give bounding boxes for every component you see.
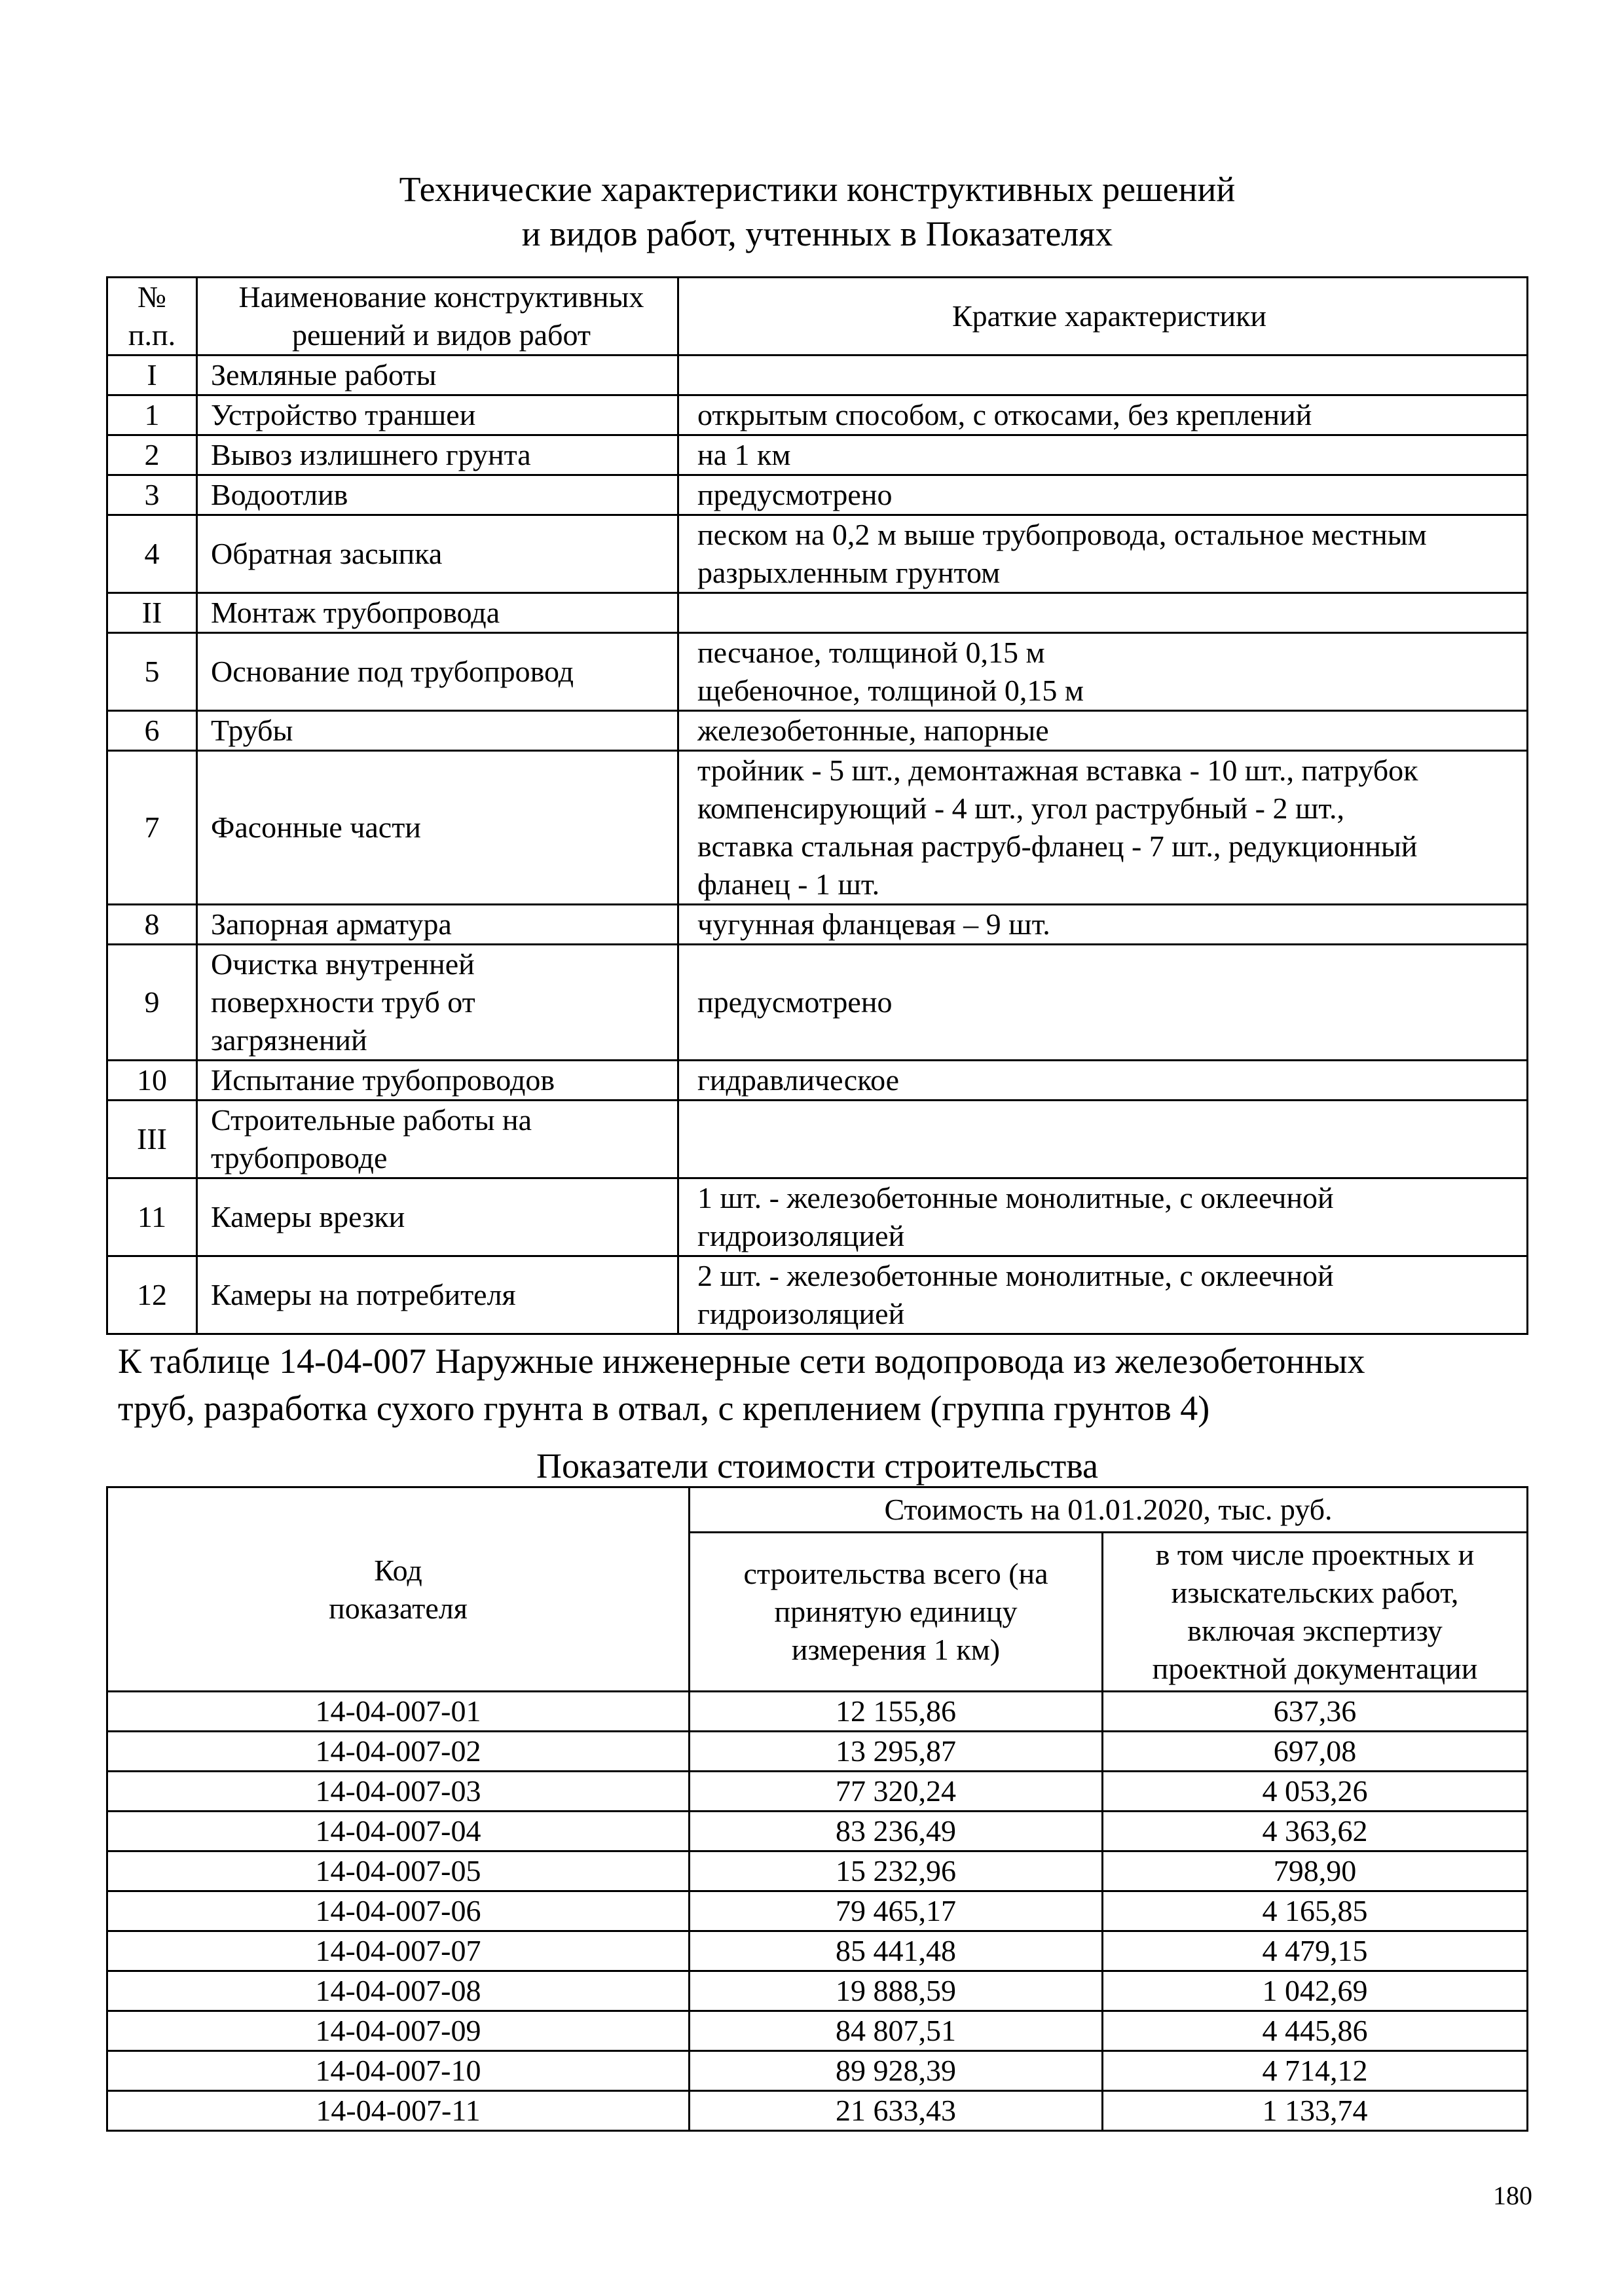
- indicator-code: 14-04-007-04: [107, 1812, 690, 1851]
- row-number: 5: [107, 633, 197, 711]
- row-characteristics: 1 шт. - железобетонные монолитные, с оклеечной гидроизоляцией: [678, 1178, 1528, 1256]
- tech-table-row: [107, 633, 1528, 711]
- header-code: Код показателя: [107, 1487, 690, 1692]
- cost-table-row: [107, 2091, 1528, 2131]
- tech-table-row: [107, 475, 1528, 515]
- table-reference-paragraph: [118, 1338, 1519, 1432]
- cost-table-body: [107, 1692, 1528, 2131]
- indicator-code: 14-04-007-06: [107, 1891, 690, 1931]
- cost-design: 637,36: [1103, 1692, 1528, 1732]
- header-design: в том числе проектных и изыскательских работ, включая экспертизу проектной документации: [1103, 1533, 1528, 1692]
- cost-table-row: [107, 1692, 1528, 1732]
- row-work-name: Трубы: [197, 711, 678, 751]
- cost-design: 4 053,26: [1103, 1772, 1528, 1812]
- cost-total: 84 807,51: [690, 2011, 1103, 2051]
- tech-table-row: [107, 435, 1528, 475]
- cost-table-row: [107, 2051, 1528, 2091]
- row-number: 3: [107, 475, 197, 515]
- indicator-code: 14-04-007-09: [107, 2011, 690, 2051]
- paragraph-line2: труб, разработка сухого грунта в отвал, с креплением (группа грунтов 4): [118, 1389, 1210, 1428]
- row-characteristics: чугунная фланцевая – 9 шт.: [678, 905, 1528, 945]
- header-desc: Краткие характеристики: [678, 278, 1528, 355]
- cost-table-row: [107, 1891, 1528, 1931]
- tech-table-row: [107, 1061, 1528, 1101]
- tech-table-title: [106, 167, 1528, 256]
- cost-design: 798,90: [1103, 1851, 1528, 1891]
- cost-total: 21 633,43: [690, 2091, 1103, 2131]
- cost-total: 89 928,39: [690, 2051, 1103, 2091]
- cost-design: 4 479,15: [1103, 1931, 1528, 1971]
- row-characteristics: гидравлическое: [678, 1061, 1528, 1101]
- row-number: 11: [107, 1178, 197, 1256]
- tech-table-row: [107, 905, 1528, 945]
- header-total: строительства всего (на принятую единицу измерения 1 км): [690, 1533, 1103, 1692]
- cost-table-row: [107, 2011, 1528, 2051]
- row-work-name: Обратная засыпка: [197, 515, 678, 593]
- row-number: 8: [107, 905, 197, 945]
- page-number: 180: [1493, 2181, 1532, 2210]
- cost-total: 79 465,17: [690, 1891, 1103, 1931]
- indicator-code: 14-04-007-11: [107, 2091, 690, 2131]
- cost-design: 1 133,74: [1103, 2091, 1528, 2131]
- row-work-name: Испытание трубопроводов: [197, 1061, 678, 1101]
- tech-title-line2: и видов работ, учтенных в Показателях: [521, 214, 1113, 253]
- row-characteristics: железобетонные, напорные: [678, 711, 1528, 751]
- cost-design: 4 363,62: [1103, 1812, 1528, 1851]
- cost-design: 4 714,12: [1103, 2051, 1528, 2091]
- row-characteristics: [678, 593, 1528, 633]
- header-cost-group: Стоимость на 01.01.2020, тыс. руб.: [690, 1487, 1528, 1533]
- cost-design: 697,08: [1103, 1732, 1528, 1772]
- cost-design: 1 042,69: [1103, 1971, 1528, 2011]
- cost-total: 19 888,59: [690, 1971, 1103, 2011]
- row-number: 7: [107, 751, 197, 905]
- row-number: 9: [107, 945, 197, 1061]
- row-number: 6: [107, 711, 197, 751]
- cost-design: 4 165,85: [1103, 1891, 1528, 1931]
- row-work-name: Монтаж трубопровода: [197, 593, 678, 633]
- cost-table-row: [107, 1812, 1528, 1851]
- tech-table-row: [107, 1101, 1528, 1178]
- row-characteristics: предусмотрено: [678, 475, 1528, 515]
- row-work-name: Земляные работы: [197, 355, 678, 395]
- cost-total: 12 155,86: [690, 1692, 1103, 1732]
- cost-total: 85 441,48: [690, 1931, 1103, 1971]
- tech-title-line1: Технические характеристики конструктивных решений: [399, 170, 1236, 209]
- cost-table-row: [107, 1971, 1528, 2011]
- row-characteristics: песчаное, толщиной 0,15 м щебеночное, толщиной 0,15 м: [678, 633, 1528, 711]
- cost-total: 13 295,87: [690, 1732, 1103, 1772]
- cost-total: 77 320,24: [690, 1772, 1103, 1812]
- tech-table-row: [107, 711, 1528, 751]
- indicator-code: 14-04-007-10: [107, 2051, 690, 2091]
- tech-table-row: [107, 1256, 1528, 1334]
- row-work-name: Водоотлив: [197, 475, 678, 515]
- tech-table-row: [107, 355, 1528, 395]
- row-characteristics: тройник - 5 шт., демонтажная вставка - 10 шт., патрубок компенсирующий - 4 шт., угол раструбный - 2 шт., вставка стальная раструб-фланец - 7 шт., редукционный фланец - 1 шт.: [678, 751, 1528, 905]
- header-name: Наименование конструктивных решений и видов работ: [197, 278, 678, 355]
- row-characteristics: [678, 355, 1528, 395]
- cost-table-title: Показатели стоимости строительства: [536, 1446, 1098, 1485]
- row-work-name: Камеры на потребителя: [197, 1256, 678, 1334]
- row-number: III: [107, 1101, 197, 1178]
- tech-table-row: [107, 751, 1528, 905]
- row-work-name: Основание под трубопровод: [197, 633, 678, 711]
- row-work-name: Устройство траншеи: [197, 395, 678, 435]
- row-characteristics: на 1 км: [678, 435, 1528, 475]
- row-characteristics: предусмотрено: [678, 945, 1528, 1061]
- cost-table-row: [107, 1851, 1528, 1891]
- tech-table-row: [107, 593, 1528, 633]
- cost-total: 83 236,49: [690, 1812, 1103, 1851]
- tech-table-header-row: [107, 278, 1528, 355]
- row-characteristics: [678, 1101, 1528, 1178]
- row-number: II: [107, 593, 197, 633]
- cost-indicators-table: [106, 1486, 1528, 2132]
- indicator-code: 14-04-007-02: [107, 1732, 690, 1772]
- row-number: 2: [107, 435, 197, 475]
- cost-header-row-1: [107, 1487, 1528, 1533]
- indicator-code: 14-04-007-01: [107, 1692, 690, 1732]
- row-number: 1: [107, 395, 197, 435]
- tech-characteristics-table: [106, 276, 1528, 1335]
- row-work-name: Камеры врезки: [197, 1178, 678, 1256]
- row-number: 4: [107, 515, 197, 593]
- paragraph-line1: К таблице 14-04-007 Наружные инженерные сети водопровода из железобетонных: [118, 1341, 1365, 1381]
- tech-table-row: [107, 945, 1528, 1061]
- cost-table-row: [107, 1732, 1528, 1772]
- indicator-code: 14-04-007-08: [107, 1971, 690, 2011]
- row-characteristics: 2 шт. - железобетонные монолитные, с оклеечной гидроизоляцией: [678, 1256, 1528, 1334]
- indicator-code: 14-04-007-07: [107, 1931, 690, 1971]
- row-number: 12: [107, 1256, 197, 1334]
- row-number: I: [107, 355, 197, 395]
- row-characteristics: открытым способом, с откосами, без креплений: [678, 395, 1528, 435]
- indicator-code: 14-04-007-05: [107, 1851, 690, 1891]
- cost-table-row: [107, 1772, 1528, 1812]
- row-characteristics: песком на 0,2 м выше трубопровода, остальное местным разрыхленным грунтом: [678, 515, 1528, 593]
- header-num: № п.п.: [107, 278, 197, 355]
- row-work-name: Вывоз излишнего грунта: [197, 435, 678, 475]
- row-work-name: Очистка внутренней поверхности труб от загрязнений: [197, 945, 678, 1061]
- row-work-name: Запорная арматура: [197, 905, 678, 945]
- row-work-name: Строительные работы на трубопроводе: [197, 1101, 678, 1178]
- tech-table-row: [107, 515, 1528, 593]
- cost-design: 4 445,86: [1103, 2011, 1528, 2051]
- cost-table-row: [107, 1931, 1528, 1971]
- row-number: 10: [107, 1061, 197, 1101]
- row-work-name: Фасонные части: [197, 751, 678, 905]
- tech-table-row: [107, 395, 1528, 435]
- tech-table-body: [107, 355, 1528, 1334]
- tech-table-row: [107, 1178, 1528, 1256]
- cost-total: 15 232,96: [690, 1851, 1103, 1891]
- indicator-code: 14-04-007-03: [107, 1772, 690, 1812]
